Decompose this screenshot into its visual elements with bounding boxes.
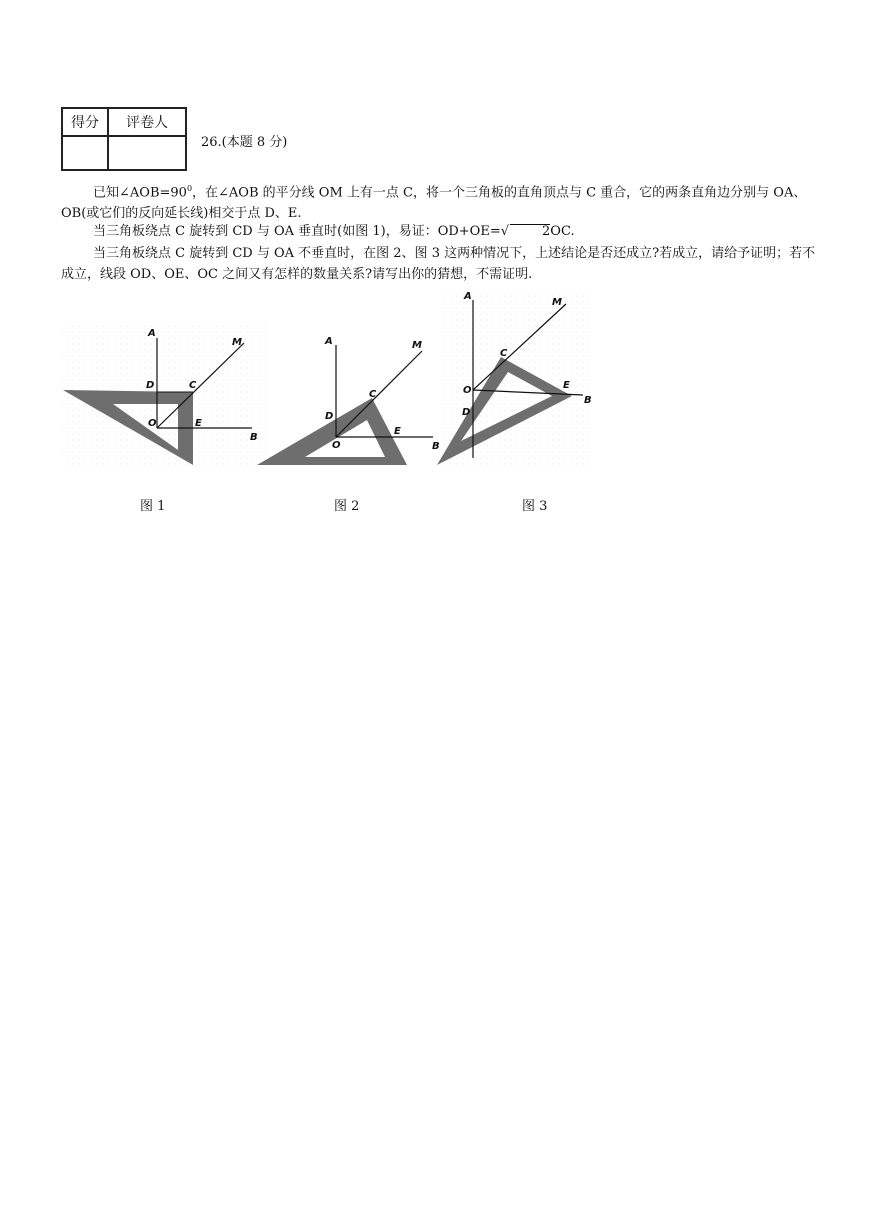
fig1-label-b: B (250, 432, 258, 443)
fig3-label-d: D (462, 407, 471, 418)
score-table (61, 107, 187, 171)
figures-svg (0, 290, 869, 490)
given-text-a: 已知∠AOB=90 (93, 185, 187, 201)
paragraph-case1 (61, 221, 821, 242)
fig3-label-a: A (464, 291, 472, 302)
fig1-label-c: C (189, 380, 197, 391)
sqrt-radicand: 2 (510, 224, 550, 238)
grader-header: 评卷人 (108, 108, 186, 136)
fig1-label-o: O (148, 418, 157, 429)
fig2-label-c: C (369, 389, 377, 400)
fig3-label-o: O (463, 385, 472, 396)
grader-cell (108, 136, 186, 170)
fig3-label-b: B (584, 395, 592, 406)
fig3-label-c: C (500, 348, 508, 359)
fig3-caption: 图 3 (522, 499, 548, 514)
fig2-label-a: A (325, 336, 333, 347)
fig1-label-e: E (195, 418, 202, 429)
degree-sup: 0 (186, 184, 193, 193)
score-header: 得分 (62, 108, 108, 136)
fig2-label-b: B (432, 441, 440, 452)
fig2-label-e: E (394, 426, 401, 437)
fig3-label-m: M (552, 297, 562, 308)
score-cell (62, 136, 108, 170)
paragraph-case2: 当三角板绕点 C 旋转到 CD 与 OA 不垂直时，在图 2、图 3 这两种情况下，上述结论是否还成立?若成立，请给予证明；若不成立，线段 OD、OE、OC 之间又有怎样的数量关系?请写出你的猜想，不需证明. (61, 246, 816, 282)
fig1-label-d: D (146, 380, 155, 391)
fig3-label-e: E (563, 380, 570, 391)
figure-1 (63, 323, 265, 468)
case1-text-end: OC. (550, 224, 575, 239)
case1-text: 当三角板绕点 C 旋转到 CD 与 OA 垂直时(如图 1)，易证：OD+OE= (93, 224, 501, 239)
fig2-caption: 图 2 (334, 499, 360, 514)
figure-2 (257, 336, 440, 465)
fig1-label-m: M (232, 337, 242, 348)
fig2-triangle-ruler (257, 398, 407, 465)
sqrt-sign: √ (500, 224, 510, 239)
paragraph-given (61, 178, 821, 224)
figure-3 (437, 291, 592, 468)
fig2-label-d: D (325, 411, 334, 422)
question-number: 26.(本题 8 分) (201, 135, 288, 150)
fig1-label-a: A (148, 328, 156, 339)
fig2-label-m: M (412, 340, 422, 351)
given-text-b: ，在∠AOB 的平分线 OM 上有一点 C，将一个三角板的直角顶点与 C 重合，它的两条直角边分别与 OA、OB(或它们的反向延长线)相交于点 D、E. (61, 185, 807, 222)
fig1-caption: 图 1 (140, 499, 166, 514)
fig2-label-o: O (332, 440, 341, 451)
